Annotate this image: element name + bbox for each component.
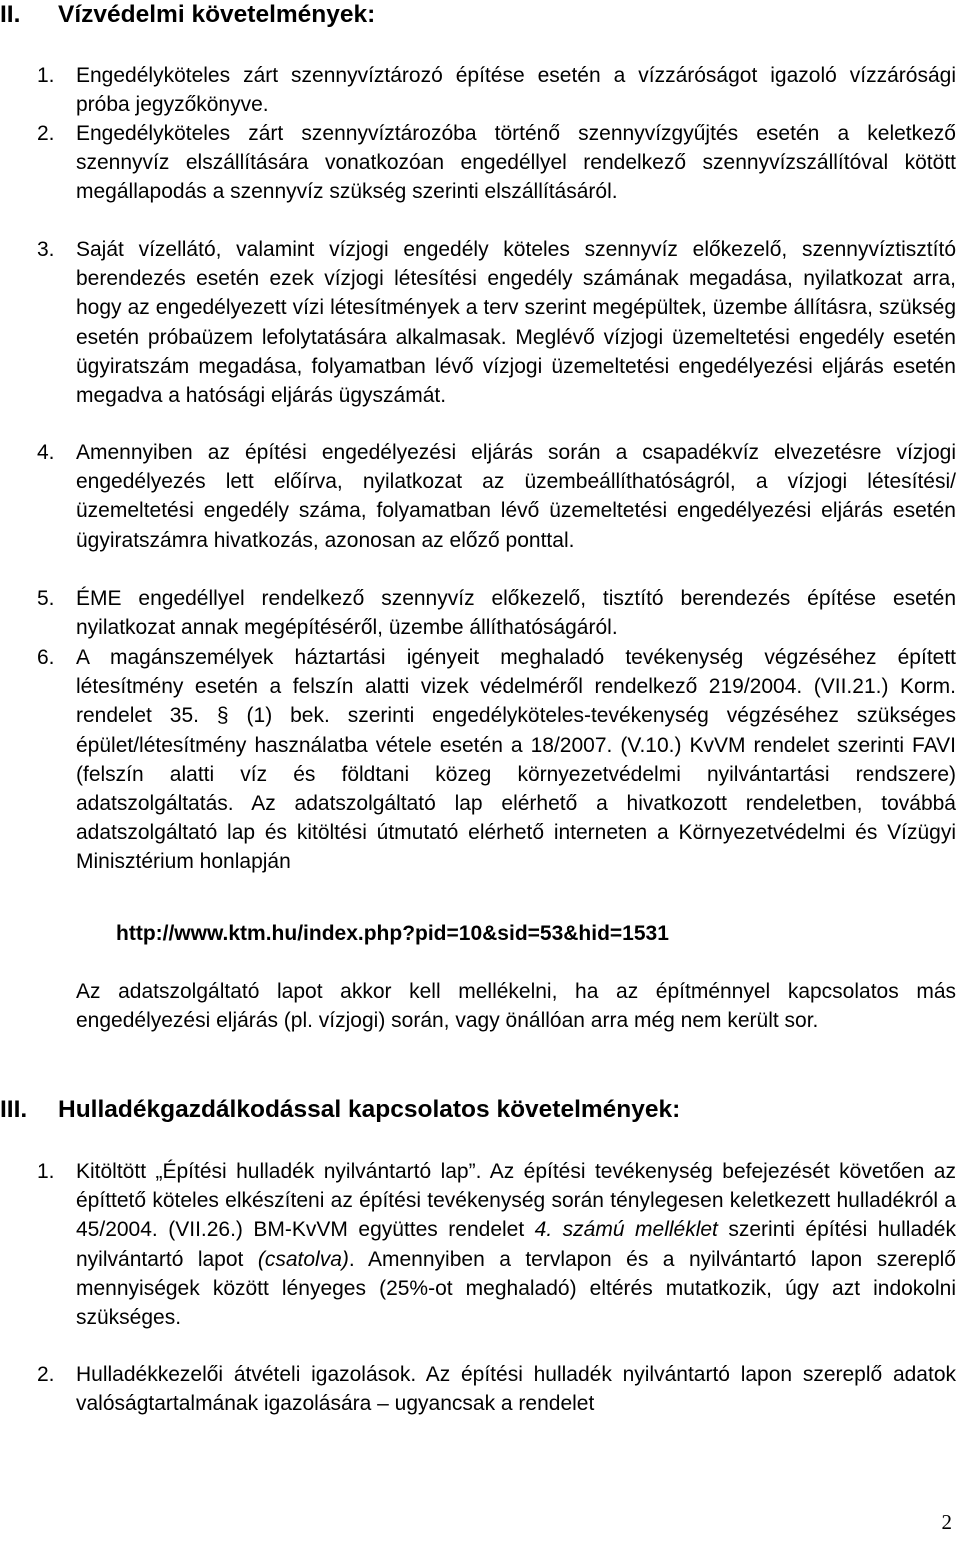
list-item	[0, 61, 956, 119]
item-text: A magánszemélyek háztartási igényeit meghaladó tevékenység végzéséhez épített létesítmény esetén a felszín alatti vizek védelméről rendelkező 219/2004. (VII.21.) Korm. rendelet 35. § (1) bek. szerinti engedélyköteles-tevékenység végzéséhez szükséges épület/létesítmény használatba vétele esetén a 18/2007. (V.10.) KvVM rendelet szerinti FAVI (felszín alatti víz és földtani közeg környezetvédelmi nyilvántartási rendszere) adatszolgáltatás. Az adatszolgáltató lap elérhető a hivatkozott rendeletben, továbbá adatszolgáltató lap és kitöltési útmutató elérhető interneten a Környezetvédelmi és Vízügyi Minisztérium honlapján	[76, 646, 956, 874]
item-text: Hulladékkezelői átvételi igazolások. Az építési hulladék nyilvántartó lapon szereplő adatok valóságtartalmának igazolására – ugyancsak a rendelet	[76, 1363, 956, 1416]
favi-url-link[interactable]: http://www.ktm.hu/index.php?pid=10&sid=53&hid=1531	[116, 922, 669, 945]
section-heading-water	[0, 0, 375, 30]
item-number: 1.	[37, 64, 55, 87]
section-number: III.	[0, 1096, 28, 1123]
item-number: 4.	[37, 441, 55, 464]
item-number: 2.	[37, 122, 55, 145]
favi-note: Az adatszolgáltató lapot akkor kell mellékelni, ha az építménnyel kapcsolatos más engedélyezési eljárás (pl. vízjogi) során, vagy önállóan arra még nem került sor.	[76, 980, 956, 1033]
section-number: II.	[0, 1, 21, 28]
list-item	[0, 1360, 956, 1418]
item-text: ÉME engedéllyel rendelkező szennyvíz előkezelő, tisztító berendezés építése esetén nyilatkozat annak megépítéséről, üzembe állíthatóságáról.	[76, 587, 956, 640]
item-text: Saját vízellátó, valamint vízjogi engedély köteles szennyvíz előkezelő, szennyvíztisztító berendezés esetén ezek vízjogi létesítési engedély számának megadása, nyilatkozat arra, hogy az engedélyezett vízi létesítmények a terv szerint megépültek, üzembe állításra, szükség esetén próbaüzem lefolytatására alkalmasak. Meglévő vízjogi üzemeltetési engedély esetén ügyiratszám megadása, folyamatban lévő vízjogi üzemeltetési engedélyezési eljárás esetén megadva a hatósági eljárás ügyszámát.	[76, 238, 956, 408]
item-number: 3.	[37, 238, 55, 261]
attached-note: (csatolva)	[257, 1247, 349, 1271]
section-title: Vízvédelmi követelmények:	[58, 1, 376, 28]
section-heading-waste	[0, 1095, 680, 1125]
item-number: 5.	[37, 587, 55, 610]
item-number: 2.	[37, 1363, 55, 1386]
list-item	[0, 584, 956, 642]
list-item	[0, 438, 956, 555]
item-text: Engedélyköteles zárt szennyvíztározó építése esetén a vízzáróságot igazoló vízzárósági próba jegyzőkönyve.	[76, 64, 956, 117]
list-item	[0, 1157, 956, 1332]
item-text: Engedélyköteles zárt szennyvíztározóba történő szennyvízgyűjtés esetén a keletkező szennyvíz elszállítására vonatkozóan engedéllyel rendelkező szennyvízszállítóval kötött megállapodás a szennyvíz szükség szerinti elszállításáról.	[76, 122, 956, 204]
list-item	[0, 235, 956, 410]
item-text	[76, 1157, 956, 1332]
item-text: Amennyiben az építési engedélyezési eljárás során a csapadékvíz elvezetésre vízjogi engedélyezés lett előírva, nyilatkozat az üzembeállíthatóságról, a vízjogi létesítési/üzemeltetési engedély száma, folyamatban lévő üzemeltetési engedélyezési eljárás esetén ügyiratszámra hivatkozás, azonosan az előző ponttal.	[76, 441, 956, 552]
item-number: 6.	[37, 646, 55, 669]
list-item	[0, 643, 956, 877]
list-item	[0, 119, 956, 207]
item-number: 1.	[37, 1160, 55, 1183]
section-title: Hulladékgazdálkodással kapcsolatos követelmények:	[58, 1096, 681, 1123]
page-number: 2	[941, 1510, 952, 1534]
appendix-reference: 4. számú melléklet	[534, 1218, 718, 1242]
item-text-part: . Amennyiben a tervlapon és a nyilvántartó lapon szereplő mennyiségek között lényeges (25%-ot meghaladó) eltérés mutatkozik, úgy azt indokolni szükséges.	[76, 1247, 956, 1330]
item-text-part: szerinti építési hulladék nyilvántartó lapot	[76, 1218, 956, 1271]
item-text-part: Kitöltött „Építési hulladék nyilvántartó lap”. Az építési tevékenység befejezését követően az építtető köteles elkészíteni az építési tevékenység során ténylegesen keletkezett hulladékról a 45/2004. (VII.26.) BM-KvVM együttes rendelet	[76, 1160, 956, 1242]
